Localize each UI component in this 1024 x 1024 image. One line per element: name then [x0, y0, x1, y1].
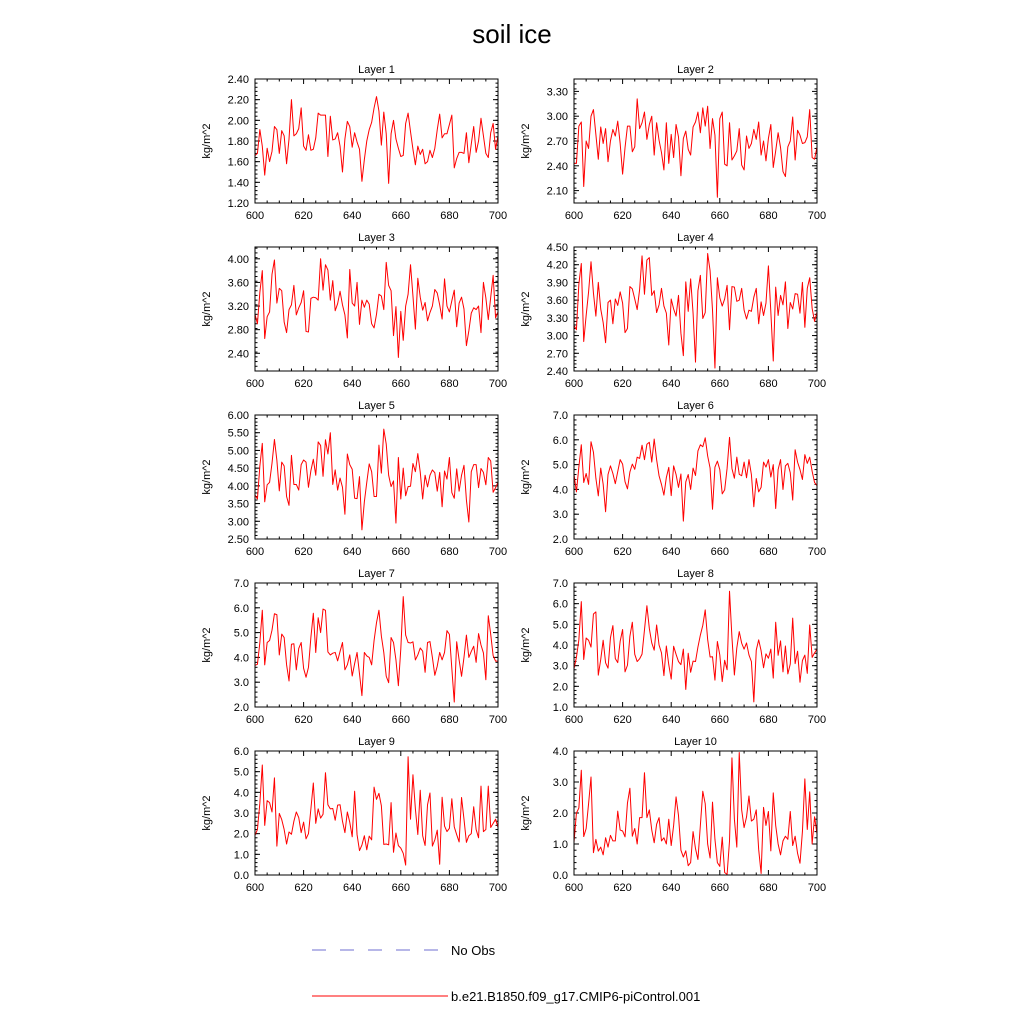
y-tick-label: 2.0 [233, 828, 249, 841]
x-tick-label: 700 [807, 714, 827, 726]
x-tick-label: 600 [245, 546, 265, 558]
x-tick-label: 660 [391, 714, 410, 726]
series-line [255, 597, 498, 702]
x-tick-label: 700 [488, 714, 508, 726]
x-tick-label: 660 [391, 378, 410, 390]
panel-title: Layer 10 [674, 736, 717, 748]
y-tick-label: 2.80 [227, 324, 249, 337]
x-tick-label: 640 [343, 546, 362, 558]
series-line [255, 757, 498, 865]
y-tick-label: 1.0 [552, 839, 568, 851]
figure-title: soil ice [472, 19, 552, 49]
y-tick-label: 3.0 [552, 660, 568, 673]
x-tick-label: 680 [759, 714, 778, 726]
panel-layer-3 [201, 232, 507, 390]
y-tick-label: 2.70 [546, 348, 568, 361]
x-tick-label: 700 [807, 546, 827, 558]
y-tick-label: 1.60 [227, 156, 249, 169]
x-tick-label: 620 [294, 714, 313, 726]
x-tick-label: 620 [613, 714, 632, 726]
y-tick-label: 3.30 [546, 86, 568, 99]
x-tick-label: 700 [807, 882, 827, 894]
series-line [255, 259, 498, 358]
panel-title: Layer 4 [677, 232, 714, 244]
panel-title: Layer 8 [677, 568, 714, 580]
x-tick-label: 680 [440, 714, 459, 726]
y-tick-label: 4.00 [227, 253, 249, 266]
x-tick-label: 700 [488, 882, 508, 894]
panel-title: Layer 7 [358, 568, 395, 580]
y-axis-label: kg/m^2 [520, 123, 532, 159]
series-line [574, 753, 817, 875]
y-axis-label: kg/m^2 [520, 459, 532, 495]
y-axis-label: kg/m^2 [201, 459, 213, 495]
y-tick-label: 3.90 [546, 277, 568, 290]
y-axis-label: kg/m^2 [201, 291, 213, 327]
panel-title: Layer 1 [358, 64, 395, 76]
y-tick-label: 6.0 [552, 434, 568, 447]
x-tick-label: 660 [391, 882, 410, 894]
x-tick-label: 660 [710, 714, 729, 726]
x-tick-label: 640 [343, 378, 362, 390]
y-tick-label: 2.0 [552, 808, 568, 820]
x-tick-label: 620 [613, 546, 632, 558]
panel-layer-10 [520, 736, 826, 894]
y-tick-label: 3.00 [546, 111, 568, 124]
legend-obs-label: No Obs [451, 943, 496, 958]
y-tick-label: 3.00 [227, 516, 249, 529]
y-tick-label: 3.0 [552, 777, 568, 789]
x-tick-label: 600 [564, 210, 584, 222]
x-tick-label: 700 [488, 546, 508, 558]
y-tick-label: 1.0 [233, 849, 249, 862]
y-tick-label: 6.0 [233, 602, 249, 615]
y-tick-label: 1.40 [227, 177, 249, 190]
y-tick-label: 4.20 [546, 259, 568, 272]
panel-layer-8 [520, 568, 826, 726]
x-tick-label: 600 [245, 210, 265, 222]
y-tick-label: 3.00 [546, 330, 568, 343]
series-line [574, 437, 817, 521]
y-tick-label: 2.40 [227, 348, 249, 361]
y-tick-label: 2.40 [546, 160, 568, 173]
x-tick-label: 640 [662, 714, 681, 726]
x-tick-label: 660 [391, 546, 410, 558]
panel-layer-6 [520, 400, 826, 558]
x-tick-label: 700 [488, 378, 508, 390]
panel-title: Layer 5 [358, 400, 395, 412]
legend [312, 943, 700, 1004]
y-tick-label: 7.0 [552, 578, 568, 590]
y-axis-label: kg/m^2 [520, 291, 532, 327]
x-tick-label: 680 [759, 882, 778, 894]
x-tick-label: 700 [807, 210, 827, 222]
plot-frame [574, 751, 817, 875]
y-tick-label: 7.0 [233, 578, 249, 590]
x-tick-label: 600 [245, 714, 265, 726]
x-tick-label: 600 [564, 714, 584, 726]
x-tick-label: 640 [343, 882, 362, 894]
y-tick-label: 2.40 [546, 366, 568, 378]
x-tick-label: 660 [710, 882, 729, 894]
y-tick-label: 3.60 [546, 295, 568, 308]
x-tick-label: 680 [440, 882, 459, 894]
panel-layer-2 [520, 64, 826, 222]
y-tick-label: 1.0 [552, 702, 568, 714]
panel-title: Layer 3 [358, 232, 395, 244]
y-tick-label: 2.00 [227, 115, 249, 128]
y-tick-label: 2.50 [227, 534, 249, 546]
y-tick-label: 6.0 [552, 598, 568, 611]
panel-title: Layer 6 [677, 400, 714, 412]
y-axis-label: kg/m^2 [201, 123, 213, 159]
x-tick-label: 640 [662, 210, 681, 222]
series-line [574, 591, 817, 702]
y-tick-label: 3.50 [227, 498, 249, 511]
y-tick-label: 5.0 [233, 766, 249, 779]
y-tick-label: 3.0 [233, 677, 249, 690]
y-tick-label: 2.0 [233, 702, 249, 714]
panel-layer-1 [201, 64, 507, 222]
x-tick-label: 600 [564, 378, 584, 390]
y-tick-label: 0.0 [233, 870, 249, 882]
y-tick-label: 5.0 [233, 627, 249, 640]
y-tick-label: 7.0 [552, 410, 568, 422]
y-tick-label: 2.0 [552, 534, 568, 546]
plot-frame [255, 247, 498, 371]
series-line [574, 99, 817, 197]
y-tick-label: 0.0 [552, 870, 568, 882]
x-tick-label: 680 [759, 546, 778, 558]
x-tick-label: 640 [343, 714, 362, 726]
y-tick-label: 6.00 [227, 410, 249, 422]
y-tick-label: 4.0 [552, 640, 568, 652]
y-tick-label: 5.00 [227, 445, 249, 458]
x-tick-label: 660 [710, 378, 729, 390]
y-tick-label: 2.20 [227, 94, 249, 107]
x-tick-label: 600 [564, 546, 584, 558]
y-axis-label: kg/m^2 [201, 795, 213, 831]
panel-layer-4 [520, 232, 826, 390]
plot-frame [574, 415, 817, 539]
series-line [574, 254, 817, 369]
x-tick-label: 680 [440, 546, 459, 558]
x-tick-label: 640 [662, 378, 681, 390]
x-tick-label: 700 [807, 378, 827, 390]
y-tick-label: 5.0 [552, 619, 568, 632]
y-tick-label: 4.0 [552, 746, 568, 758]
x-tick-label: 620 [294, 546, 313, 558]
series-line [255, 429, 498, 530]
y-tick-label: 1.20 [227, 198, 249, 210]
x-tick-label: 640 [662, 546, 681, 558]
x-tick-label: 660 [710, 210, 729, 222]
x-tick-label: 620 [294, 378, 313, 390]
y-tick-label: 2.10 [546, 185, 568, 198]
x-tick-label: 680 [440, 210, 459, 222]
series-line [255, 97, 498, 184]
x-tick-label: 680 [759, 210, 778, 222]
y-tick-label: 4.0 [233, 652, 249, 665]
y-axis-label: kg/m^2 [520, 627, 532, 663]
y-axis-label: kg/m^2 [201, 627, 213, 663]
y-tick-label: 1.80 [227, 136, 249, 148]
plot-frame [255, 751, 498, 875]
panel-title: Layer 9 [358, 736, 395, 748]
y-tick-label: 3.0 [552, 509, 568, 522]
panel-layer-7 [201, 568, 507, 726]
x-tick-label: 600 [245, 378, 265, 390]
x-tick-label: 620 [294, 882, 313, 894]
y-tick-label: 2.70 [546, 136, 568, 148]
y-tick-label: 2.40 [227, 74, 249, 86]
y-tick-label: 3.60 [227, 277, 249, 290]
panel-title: Layer 2 [677, 64, 714, 76]
x-tick-label: 620 [294, 210, 313, 222]
x-tick-label: 600 [245, 882, 265, 894]
x-tick-label: 700 [488, 210, 508, 222]
y-tick-label: 4.50 [546, 242, 568, 254]
y-tick-label: 2.0 [552, 681, 568, 694]
y-axis-label: kg/m^2 [520, 795, 532, 831]
y-tick-label: 3.30 [546, 312, 568, 325]
x-tick-label: 600 [564, 882, 584, 894]
y-tick-label: 3.0 [233, 808, 249, 820]
y-tick-label: 5.0 [552, 459, 568, 472]
x-tick-label: 640 [343, 210, 362, 222]
y-tick-label: 4.0 [552, 484, 568, 497]
y-tick-label: 4.00 [227, 480, 249, 493]
x-tick-label: 680 [440, 378, 459, 390]
y-tick-label: 6.0 [233, 746, 249, 758]
x-tick-label: 620 [613, 210, 632, 222]
x-tick-label: 640 [662, 882, 681, 894]
y-tick-label: 3.20 [227, 301, 249, 314]
y-tick-label: 5.50 [227, 427, 249, 440]
panel-layer-5 [201, 400, 507, 558]
y-tick-label: 4.50 [227, 463, 249, 476]
x-tick-label: 660 [710, 546, 729, 558]
x-tick-label: 620 [613, 378, 632, 390]
panels [201, 64, 826, 894]
x-tick-label: 660 [391, 210, 410, 222]
x-tick-label: 680 [759, 378, 778, 390]
panel-layer-9 [201, 736, 507, 894]
y-tick-label: 4.0 [233, 787, 249, 800]
legend-model-label: b.e21.B1850.f09_g17.CMIP6-piControl.001 [451, 989, 701, 1004]
x-tick-label: 620 [613, 882, 632, 894]
